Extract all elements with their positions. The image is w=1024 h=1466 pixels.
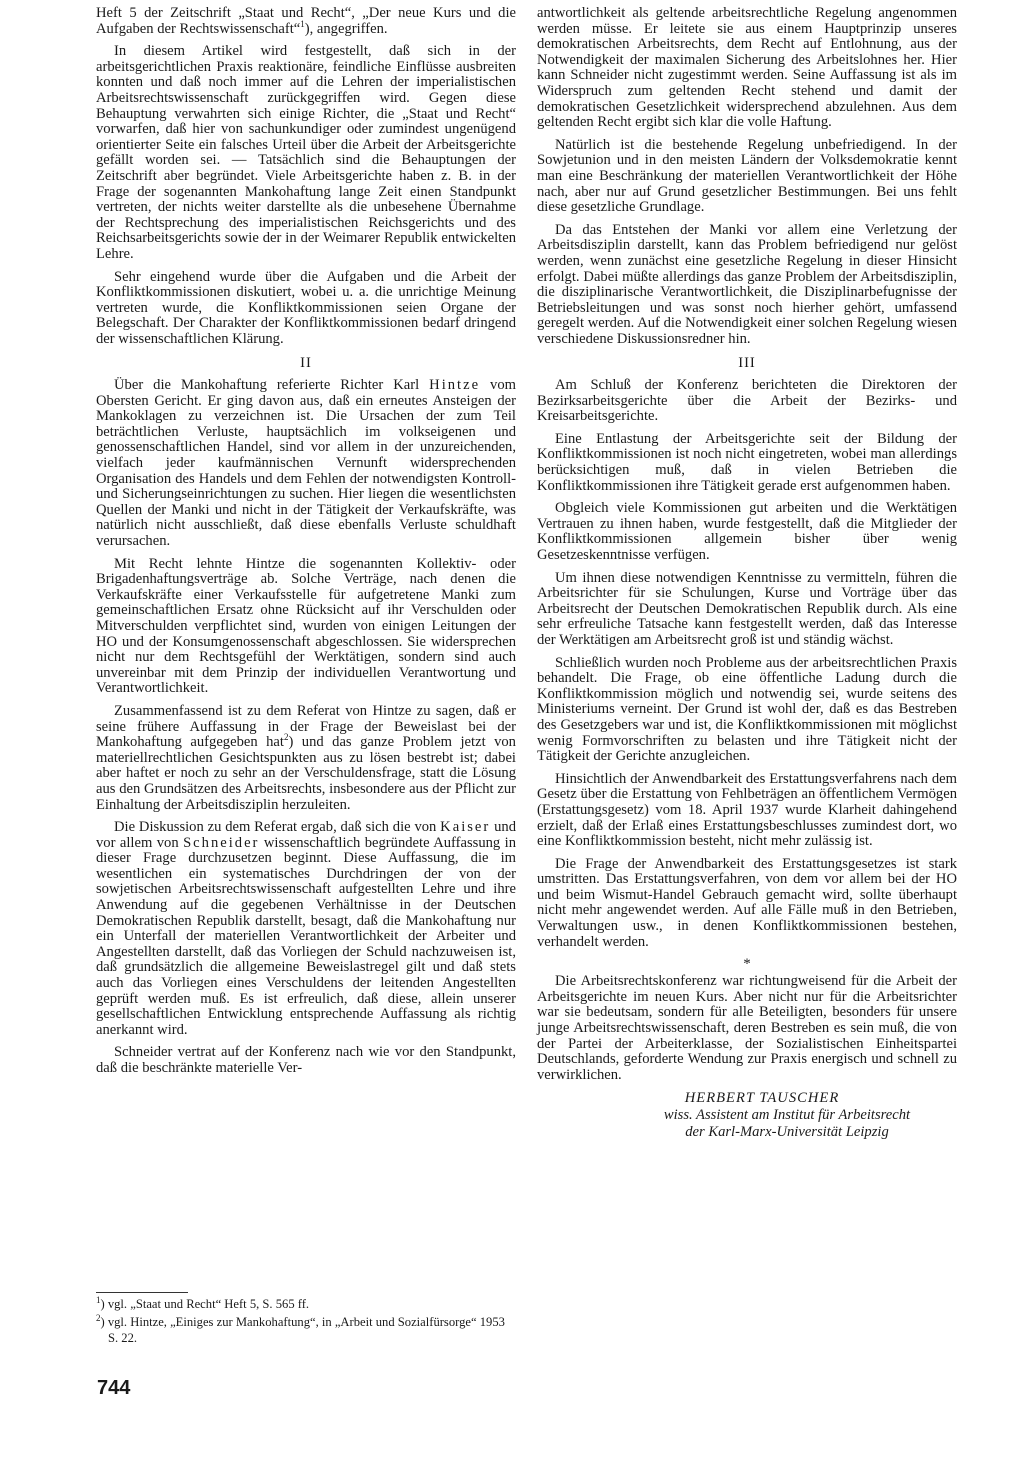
paragraph: Eine Entlastung der Arbeitsgerichte seit der Bildung der Konfliktkommissionen ist noch nicht eingetreten, wobei man allerdings berücksichtigen muß, daß in vielen Betrieben die Konfliktkommissionen ihre Tätigkeit gerade erst aufgenommen haben. — [537, 430, 957, 494]
footnote-divider — [96, 1292, 188, 1293]
paragraph: Die Diskussion zu dem Referat ergab, daß sich die von Kaiser und vor allem von Schneider wissenschaftlich begründete Auffassung in dieser Frage durchzusetzen beginnt. Diese Auffassung, die im wesentlichen ein systematisches Durchdringen der von der sowjetischen Arbeitsrechtswissenschaft aufgestellten Lehre und ihre Anwendung auf die gegebenen Verhältnisse in der Deutschen Demokratischen Republik darstellt, besagt, daß die Mankohaftung nur ein Unterfall der materiellen Verantwortlichkeit der Arbeiter und Angestellten darstellt, daß das Vorliegen der Schuld nachzuweisen ist, daß grundsätzlich die allgemeine Beweislastregel gilt und daß stets auch das Vorliegen eines Verschuldens der leitenden Angestellten geprüft werden muß. Es ist erfreulich, daß diese, allein unserer gesellschaftlichen Entwicklung entsprechende Auffassung als richtig anerkannt wird. — [96, 819, 516, 1038]
footnote-ref: 2 — [283, 732, 289, 743]
author-signature-name: HERBERT TAUSCHER — [684, 1090, 840, 1107]
section-heading-iii: III — [738, 355, 756, 372]
paragraph: Sehr eingehend wurde über die Aufgaben und die Arbeit der Konfliktkommissionen diskutiert, wobei u. a. die unrichtige Meinung vertreten wurde, die Konfliktkommissionen seien Organe der Belegschaft. Der Charakter der Konfliktkommissionen bedarf dringend der wissenschaftlichen Klärung. — [96, 268, 516, 347]
author-name: Schneider — [183, 834, 260, 851]
footnotes — [96, 1296, 516, 1348]
section-heading-ii: II — [300, 355, 312, 372]
author-affiliation-line-2: der Karl-Marx-Universität Leipzig — [685, 1124, 889, 1141]
signature-block — [537, 1090, 957, 1141]
paragraph: Um ihnen diese notwendigen Kenntnisse zu vermitteln, führen die Arbeitsrichter für sie Schulungen, Kurse und Vorträge über das Arbeitsrecht der Deutschen Demokratischen Republik durch. Als eine sehr erfreuliche Tatsache kann festgestellt werden, daß das Interesse der Werktätigen am Arbeitsrecht groß ist und ständig wächst. — [537, 569, 957, 648]
paragraph: Mit Recht lehnte Hintze die sogenannten Kollektiv- oder Brigadenhaftungsverträge ab. Solche Verträge, nach denen die Verkaufskräfte einer Verkaufsstelle für aufgetretene Manki zum gemeinschaftlichen Ersatz ohne Rücksicht auf ihr Verschulden oder Mitverschulden verpflichtet sind, wurden von einigen Leitungen der HO und der Konsumgenossenschaft abgeschlossen. Sie widersprechen nicht nur dem Rechtsgefühl der Werktätigen, sondern sind auch unvereinbar mit dem Prinzip der individuellen Verantwortung und Verantwortlichkeit. — [96, 555, 516, 697]
left-column — [96, 6, 516, 1084]
footnote-1: $^1$) vgl. „Staat und Recht“ Heft 5, S. 565 ff. — [96, 1294, 310, 1311]
paragraph: Schneider vertrat auf der Konferenz nach wie vor den Standpunkt, daß die beschränkte materielle Ver- — [96, 1044, 516, 1076]
page-number: 744 — [97, 1377, 131, 1399]
paragraph: Hinsichtlich der Anwendbarkeit des Erstattungsverfahrens nach dem Gesetz über die Erstattung von Fehlbeträgen an öffentlichem Vermögen (Erstattungsgesetz) vom 18. April 1937 wurde Klarheit dahingehend erzielt, daß der Erlaß eines Erstattungsbeschlusses zumindest dort, wo eine Konfliktkommission besteht, nicht mehr zulässig ist. — [537, 770, 957, 850]
paragraph: Da das Entstehen der Manki vor allem eine Verletzung der Arbeitsdisziplin darstellt, kann das Problem befriedigend nur gelöst werden, wenn zunächst eine gesetzliche Regelung in dieser Hinsicht erfolgt. Dabei müßte allerdings das ganze Problem der Arbeitsdisziplin, die disziplinarische Verantwortlichkeit, die Disziplinarbefugnisse der Betriebsleitungen und was sonst noch hierher gehört, umfassend geregelt werden. Auf die Notwendigkeit einer solchen Regelung wiesen verschiedene Diskussionsredner hin. — [537, 221, 957, 347]
paragraph: Zusammenfassend ist zu dem Referat von Hintze zu sagen, daß er seine frühere Auffassung in der Frage der Beweislast bei der Mankohaftung aufgegeben hat$^2$) und das ganze Problem jetzt von materiellrechtlichen Gesichtspunkten aus zu lösen bestrebt ist; dabei aber haftet er noch zu sehr an der Verschuldensfrage, statt die Lösung aus den Grundsätzen des Arbeitsrechts, insbesondere aus der Pflicht zur Einhaltung der Arbeitsdisziplin herzuleiten. — [96, 702, 516, 813]
paragraph: Die Arbeitsrechtskonferenz war richtungweisend für die Arbeit der Arbeitsgerichte im neuen Kurs. Aber nicht nur für die Arbeitsrichter war sie bedeutsam, sondern für alle Beteiligten, besonders für unsere junge Arbeitsrechtswissenschaft, deren Bestreben es sein muß, die von der Partei der Arbeiterklasse, der Sozialistischen Einheitspartei Deutschlands, geforderte Wendung zur Praxis energisch und schnell zu verwirklichen. — [537, 973, 957, 1083]
footnote-2: $^2$) vgl. Hintze, „Einiges zur Mankohaftung“, in „Arbeit und Sozialfürsorge“ 1953 S. 22. — [96, 1312, 505, 1345]
paragraph: Über die Mankohaftung referierte Richter Karl Hintze vom Obersten Gericht. Er ging davon aus, daß ein erneutes Ansteigen der Mankoklagen zu verzeichnen ist. Die Ursachen der zum Teil beträchtlichen Verluste, hauptsächlich im volkseigenen und genossenschaftlichen Handel, sind vor allem in der unzureichenden, vielfach jeder kaufmännischen Vernunft widersprechenden Organisation des Handels und dem Fehlen der notwendigsten Kontroll- und Sicherungseinrichtungen zu suchen. Hier liegen die wesentlichsten Quellen der Manki und nicht in der Tätigkeit der Verkaufskräfte, was natürlich nicht ausschließt, daß diese ebenfalls Verluste schuldhaft verursachen. — [96, 377, 516, 549]
section-separator: * — [743, 956, 751, 973]
paragraph: Natürlich ist die bestehende Regelung unbefriedigend. In der Sowjetunion und in den meisten Ländern der Volksdemokratie kennt man eine Beschränkung der materiellen Verantwortlichkeit der Höhe nach, aber nur auf Grund gesetzlicher Bestimmungen. Bei uns fehlt diese gesetzliche Grundlage. — [537, 136, 957, 216]
paragraph: Schließlich wurden noch Probleme aus der arbeitsrechtlichen Praxis behandelt. Die Frage, ob eine öffentliche Ladung durch die Konfliktkommission möglich und notwendig sei, wurde seitens des Ministeriums verneint. Der Grund ist wohl der, daß es das Bestreben des Gesetzgebers war und ist, die Konfliktkommissionen mit möglichst wenig Formvorschriften zu belasten und ihre Tätigkeit nicht der Tätigkeit der Gerichte anzugleichen. — [537, 654, 957, 765]
footnote-ref: 1 — [300, 18, 305, 29]
paragraph: Obgleich viele Kommissionen gut arbeiten und die Werktätigen Vertrauen zu ihnen haben, wurde festgestellt, daß die Mitglieder der Konfliktkommissionen allgemein bisher über wenig Gesetzeskenntnisse verfügen. — [537, 500, 957, 563]
paragraph: Die Frage der Anwendbarkeit des Erstattungsgesetzes ist stark umstritten. Das Erstattungsverfahren, von dem vor allem bei der HO und beim Wismut-Handel Gebrauch gemacht wird, sollte überhaupt nicht mehr angewendet werden. Auf alle Fälle muß in den Betrieben, Verwaltungen usw., in denen Konfliktkommissionen bestehen, verhandelt werden. — [537, 855, 957, 950]
author-name: Kaiser — [440, 819, 491, 836]
right-column — [537, 6, 957, 1141]
paragraph: Am Schluß der Konferenz berichteten die Direktoren der Bezirksarbeitsgerichte über die Arbeit der Bezirks- und Kreisarbeitsgerichte. — [537, 377, 957, 425]
paragraph: antwortlichkeit als geltende arbeitsrechtliche Regelung angenommen werden müsse. Er leitete sie aus einem Hauptprinzip unseres demokratischen Arbeitsrechts, dem Recht auf Entlohnung, aus der Notwendigkeit der maximalen Sicherung des Arbeitslohnes her. Hier kann Schneider nicht zugestimmt werden. Seine Auffassung ist als im Widerspruch zum geltenden Recht stehend und damit der demokratischen Gesetzlichkeit widersprechend abzulehnen. Aus dem geltenden Recht ergibt sich klar die volle Haftung. — [537, 5, 957, 131]
paragraph: Heft 5 der Zeitschrift „Staat und Recht“, „Der neue Kurs und die Aufgaben der Rechtswissenschaft“$^1$), angegriffen. — [96, 5, 516, 37]
author-affiliation-line-1: wiss. Assistent am Institut für Arbeitsrecht — [663, 1107, 911, 1124]
paragraph: In diesem Artikel wird festgestellt, daß sich in der arbeitsgerichtlichen Praxis reaktionäre, feindliche Einflüsse ausbreiten konnten und daß noch immer auf die Lehren der imperialistischen Arbeitsrechtswissenschaft zurückgegriffen wird. Gegen diese Behauptung verwahrten sich einige Richter, die „Staat und Recht“ vorwarfen, daß hier von sachunkundiger oder zumindest ungenügend orientierter Seite ein falsches Urteil über die Arbeit der Arbeitsgerichte gefällt worden sei. — Tatsächlich sind die Behauptungen der Zeitschrift aber begründet. Viele Arbeitsgerichte haben z. B. in der Frage der sogenannten Mankohaftung lange Zeit einen Standpunkt vertreten, der nichts weiter darstellte als die unbesehene Übernahme der Rechtsprechung des imperialistischen Reichsgerichts und des Reichsarbeitsgerichts sowie der in der Weimarer Republik entwickelten Lehre. — [96, 43, 516, 262]
author-name: Hintze — [429, 377, 481, 394]
